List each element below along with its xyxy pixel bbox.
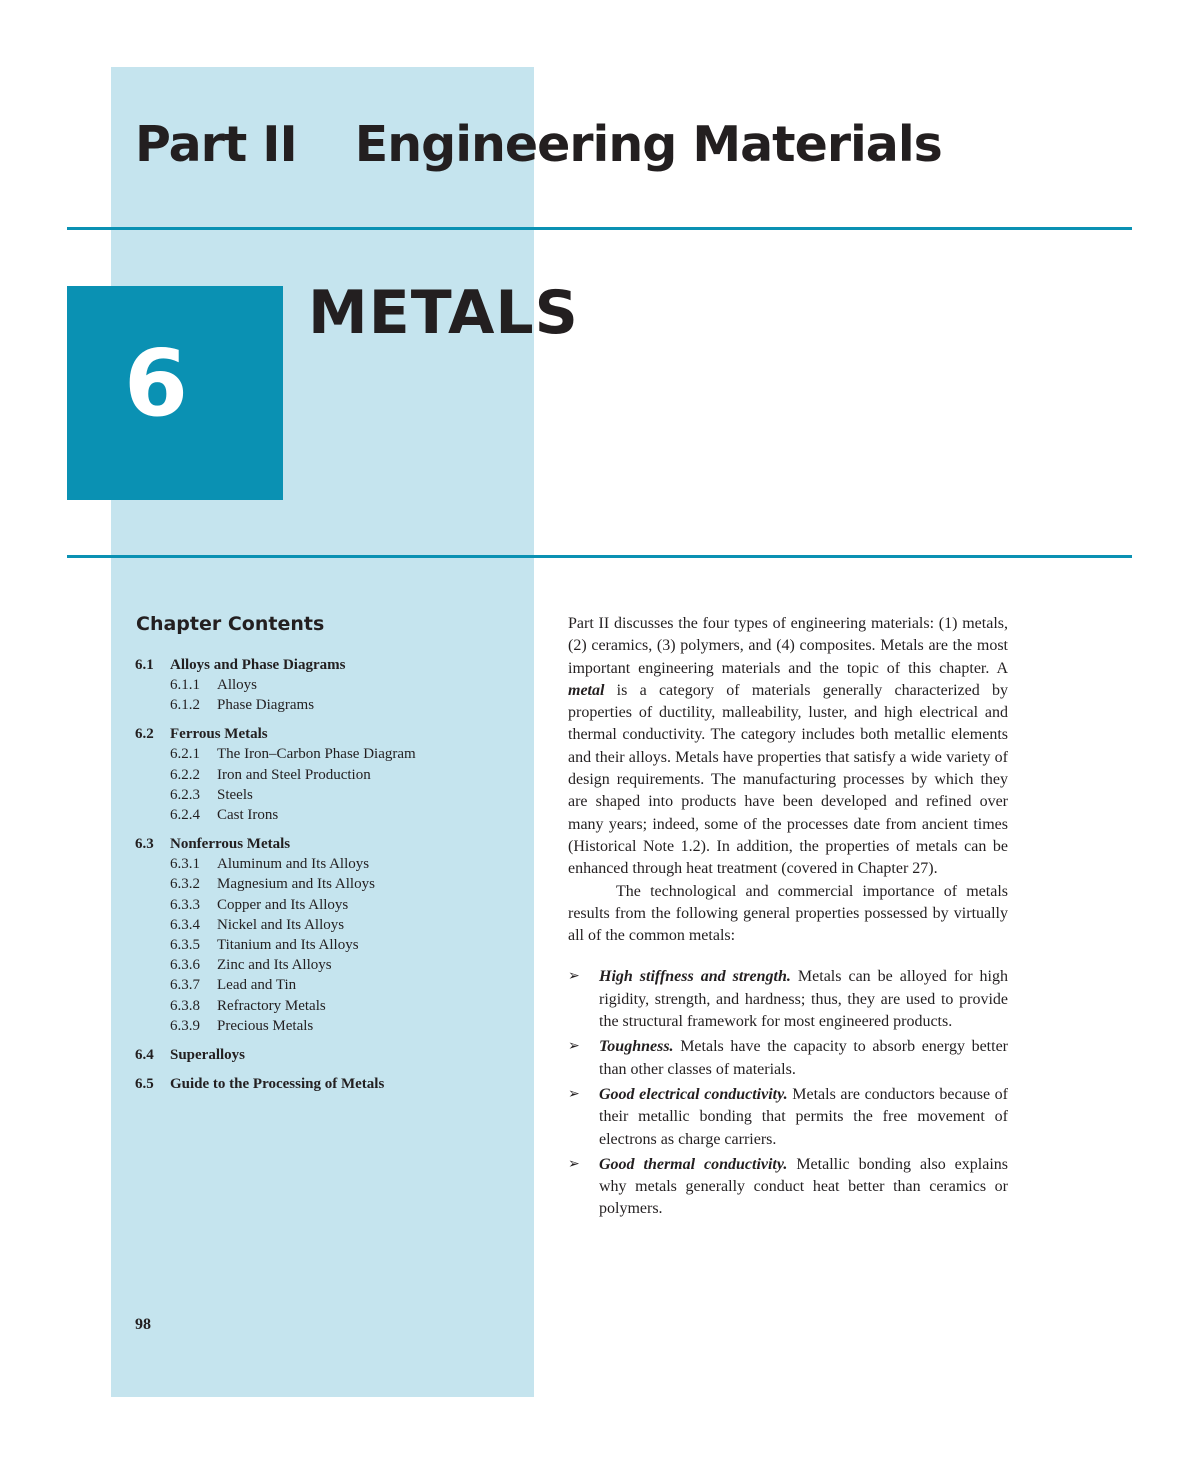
toc-section-title xyxy=(135,655,525,675)
toc-subsection-number: 6.3.5 xyxy=(170,937,200,954)
property-term: Toughness. xyxy=(599,1038,674,1056)
toc-subsection xyxy=(135,975,525,995)
part-title xyxy=(135,116,942,173)
property-item xyxy=(568,1154,1008,1221)
toc-section xyxy=(135,655,525,715)
arrow-bullet-icon: ➢ xyxy=(568,1039,580,1055)
toc-subsection-label: Copper and Its Alloys xyxy=(217,896,349,913)
toc-section-label: Guide to the Processing of Metals xyxy=(170,1076,385,1093)
property-description: Metals can be alloyed for high rigidity, strength, and hardness; thus, they are used to provide the structural framework for most engineered products. xyxy=(599,968,1009,1031)
property-description: Metals have the capacity to absorb energy better than other classes of materials. xyxy=(599,1038,1008,1078)
arrow-bullet-icon: ➢ xyxy=(568,1156,580,1172)
property-term: Good electrical conductivity. xyxy=(599,1085,788,1103)
toc-subsection xyxy=(135,695,525,715)
toc-subsection-number: 6.3.1 xyxy=(170,856,200,873)
intro-text-end: is a category of materials generally characterized by properties of ductility, malleability, luster, and high electrical and thermal conductivity. The category includes both metallic elements and their alloys. Metals have properties that satisfy a wide variety of design requirements. The manufacturing processes by which they are shaped into products have been developed and refined over many years; indeed, some of the processes date from ancient times (Historical Note 1.2). In addition, the properties of metals can be enhanced through heat treatment (covered in Chapter 27). xyxy=(568,681,1008,878)
toc-subsection-label: Cast Irons xyxy=(217,807,279,824)
chapter-title: METALS xyxy=(308,278,579,348)
toc-section-label: Superalloys xyxy=(170,1047,246,1064)
toc-subsection xyxy=(135,874,525,894)
toc-subsection-number: 6.1.2 xyxy=(170,697,200,714)
property-description: Metallic bonding also explains why metals generally conduct heat better than ceramics or polymers. xyxy=(599,1155,1008,1218)
toc-subsection-label: Steels xyxy=(217,786,253,803)
toc-subsection-number: 6.1.1 xyxy=(170,677,200,693)
toc-subsection-number: 6.3.4 xyxy=(170,916,200,933)
toc-section-title xyxy=(135,724,525,744)
property-item xyxy=(568,1084,1008,1151)
intro-paragraph xyxy=(568,613,1008,881)
toc-subsection-number: 6.3.7 xyxy=(170,977,200,994)
toc-section-number: 6.1 xyxy=(135,657,154,673)
top-rule xyxy=(67,227,1132,230)
toc-section xyxy=(135,834,525,1036)
toc-section xyxy=(135,1074,525,1094)
toc-subsection xyxy=(135,805,525,825)
toc-subsection-number: 6.3.8 xyxy=(170,997,200,1014)
toc-subsection-label: Iron and Steel Production xyxy=(217,766,371,783)
toc-subsection-label: Aluminum and Its Alloys xyxy=(217,856,370,873)
toc-subsection xyxy=(135,996,525,1016)
toc-section-label: Alloys and Phase Diagrams xyxy=(170,657,346,673)
property-item xyxy=(568,966,1008,1033)
toc-subsection xyxy=(135,744,525,764)
toc-section-number: 6.2 xyxy=(135,726,154,743)
toc-subsection xyxy=(135,854,525,874)
bottom-rule xyxy=(67,555,1132,558)
toc-subsection-label: The Iron–Carbon Phase Diagram xyxy=(217,746,416,763)
toc-section xyxy=(135,724,525,825)
defined-term: metal xyxy=(568,681,605,699)
toc-section-title xyxy=(135,1045,525,1065)
toc-subsection-label: Refractory Metals xyxy=(217,997,326,1014)
toc-section-number: 6.4 xyxy=(135,1047,154,1064)
contents-heading: Chapter Contents xyxy=(136,613,325,635)
toc-subsection xyxy=(135,765,525,785)
properties-list xyxy=(568,966,1008,1220)
toc-section-label: Ferrous Metals xyxy=(170,726,268,743)
part-label: Part II xyxy=(135,116,297,173)
toc-subsection-label: Phase Diagrams xyxy=(217,697,315,714)
toc-subsection-number: 6.3.6 xyxy=(170,957,200,974)
toc-subsection xyxy=(135,1016,525,1036)
toc-subsection-label: Alloys xyxy=(217,677,258,693)
chapter-number: 6 xyxy=(124,330,189,437)
toc-subsection-label: Magnesium and Its Alloys xyxy=(217,876,375,893)
toc-subsection-label: Precious Metals xyxy=(217,1017,314,1034)
toc-section-title xyxy=(135,834,525,854)
toc-subsection-label: Lead and Tin xyxy=(217,977,297,994)
toc-subsection xyxy=(135,675,525,695)
toc-section xyxy=(135,1045,525,1065)
toc-section-title xyxy=(135,1074,525,1094)
body-text xyxy=(568,613,1008,1224)
toc-subsection-number: 6.3.3 xyxy=(170,896,200,913)
toc-subsection-number: 6.2.1 xyxy=(170,746,200,763)
toc-subsection xyxy=(135,785,525,805)
toc-subsection xyxy=(135,895,525,915)
toc-subsection xyxy=(135,915,525,935)
property-item xyxy=(568,1036,1008,1081)
toc-section-number: 6.3 xyxy=(135,836,154,853)
property-term: Good thermal conductivity. xyxy=(599,1155,788,1173)
toc-subsection-label: Nickel and Its Alloys xyxy=(217,916,345,933)
page-number: 98 xyxy=(135,1316,151,1333)
arrow-bullet-icon: ➢ xyxy=(568,1086,580,1102)
toc-section-label: Nonferrous Metals xyxy=(170,836,291,853)
toc-subsection-number: 6.2.3 xyxy=(170,786,200,803)
properties-intro-paragraph: The technological and commercial importance of metals results from the following general properties possessed by virtually all of the common metals: xyxy=(568,882,1008,945)
intro-text-start: Part II discusses the four types of engineering materials: (1) metals, (2) ceramics, (3) polymers, and (4) composites. Metals are the most important engineering materials and the topic of this chapter. A xyxy=(568,615,1008,677)
toc-subsection-number: 6.2.2 xyxy=(170,766,200,783)
toc-subsection-number: 6.2.4 xyxy=(170,807,200,824)
part-name: Engineering Materials xyxy=(354,116,942,173)
arrow-bullet-icon: ➢ xyxy=(568,969,580,985)
toc-subsection xyxy=(135,955,525,975)
table-of-contents xyxy=(135,655,525,1103)
property-description: Metals are conductors because of their metallic bonding that permits the free movement of electrons as charge carriers. xyxy=(599,1085,1009,1148)
toc-subsection-number: 6.3.9 xyxy=(170,1017,200,1034)
toc-section-number: 6.5 xyxy=(135,1076,154,1093)
property-term: High stiffness and strength. xyxy=(599,968,791,986)
toc-subsection-number: 6.3.2 xyxy=(170,876,200,893)
toc-subsection-label: Titanium and Its Alloys xyxy=(217,937,359,954)
toc-subsection-label: Zinc and Its Alloys xyxy=(217,957,332,974)
toc-subsection xyxy=(135,935,525,955)
